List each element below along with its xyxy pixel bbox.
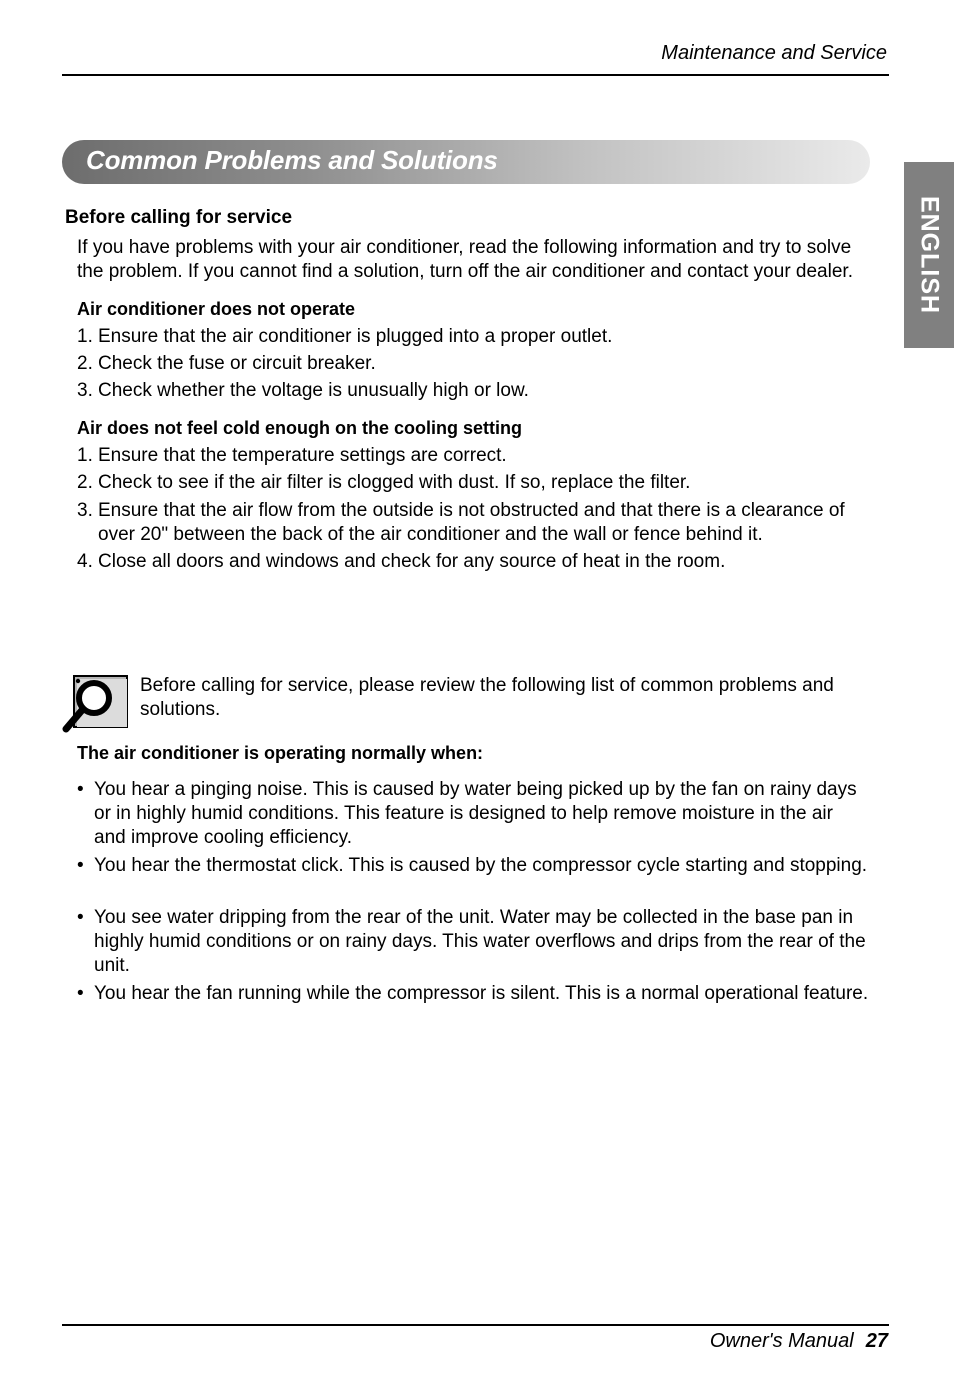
list-item: 3. Ensure that the air flow from the outside is not obstructed and that there is a clearance of over 20" between the back of the air conditioner and the wall or fence behind it. — [77, 500, 845, 545]
footer-rule — [62, 1324, 889, 1326]
section-title-bar — [62, 140, 870, 184]
list-item: 1. Ensure that the air conditioner is plugged into a proper outlet. — [77, 326, 613, 347]
intro-text: If you have problems with your air conditioner, read the following information and try to solve the problem. If you cannot find a solution, turn off the air conditioner and contact your dealer. — [77, 237, 853, 282]
magnifier-icon — [62, 674, 130, 734]
footer-label: Owner's Manual — [709, 1330, 854, 1352]
list-item: 1. Ensure that the temperature settings are correct. — [77, 445, 507, 466]
section2-heading: Air does not feel cold enough on the cooling setting — [77, 418, 522, 438]
list-item: 4. Close all doors and windows and check for any source of heat in the room. — [77, 551, 726, 572]
section1-heading: Air conditioner does not operate — [77, 299, 356, 319]
language-tab — [904, 162, 954, 348]
list-item: 2. Check to see if the air filter is clogged with dust. If so, replace the filter. — [77, 472, 691, 493]
normal-operation-heading: The air conditioner is operating normally when: — [77, 743, 484, 763]
note-text: Before calling for service, please review the following list of common problems and solutions. — [140, 675, 834, 720]
list-item: 3. Check whether the voltage is unusually high or low. — [77, 380, 529, 401]
language-tab-label: ENGLISH — [915, 195, 944, 315]
page-number: 27 — [865, 1330, 888, 1352]
header-rule — [62, 74, 889, 76]
running-header: Maintenance and Service — [661, 42, 887, 64]
list-item: • You hear the fan running while the compressor is silent. This is a normal operational feature. — [77, 983, 869, 1004]
list-item: 2. Check the fuse or circuit breaker. — [77, 353, 376, 374]
list-item: • You hear a pinging noise. This is caused by water being picked up by the fan on rainy days or in highly humid conditions. This feature is designed to help remove moisture in the air and improve cooling efficiency. — [77, 779, 857, 848]
list-item: • You hear the thermostat click. This is caused by the compressor cycle starting and stopping. — [77, 855, 868, 876]
list-item: • You see water dripping from the rear of the unit. Water may be collected in the base pan in highly humid conditions or on rainy days. This water overflows and drips from the rear of the unit. — [77, 907, 866, 976]
page-title: Common Problems and Solutions — [86, 145, 498, 175]
intro-heading: Before calling for service — [65, 207, 293, 228]
footer — [710, 1330, 888, 1353]
